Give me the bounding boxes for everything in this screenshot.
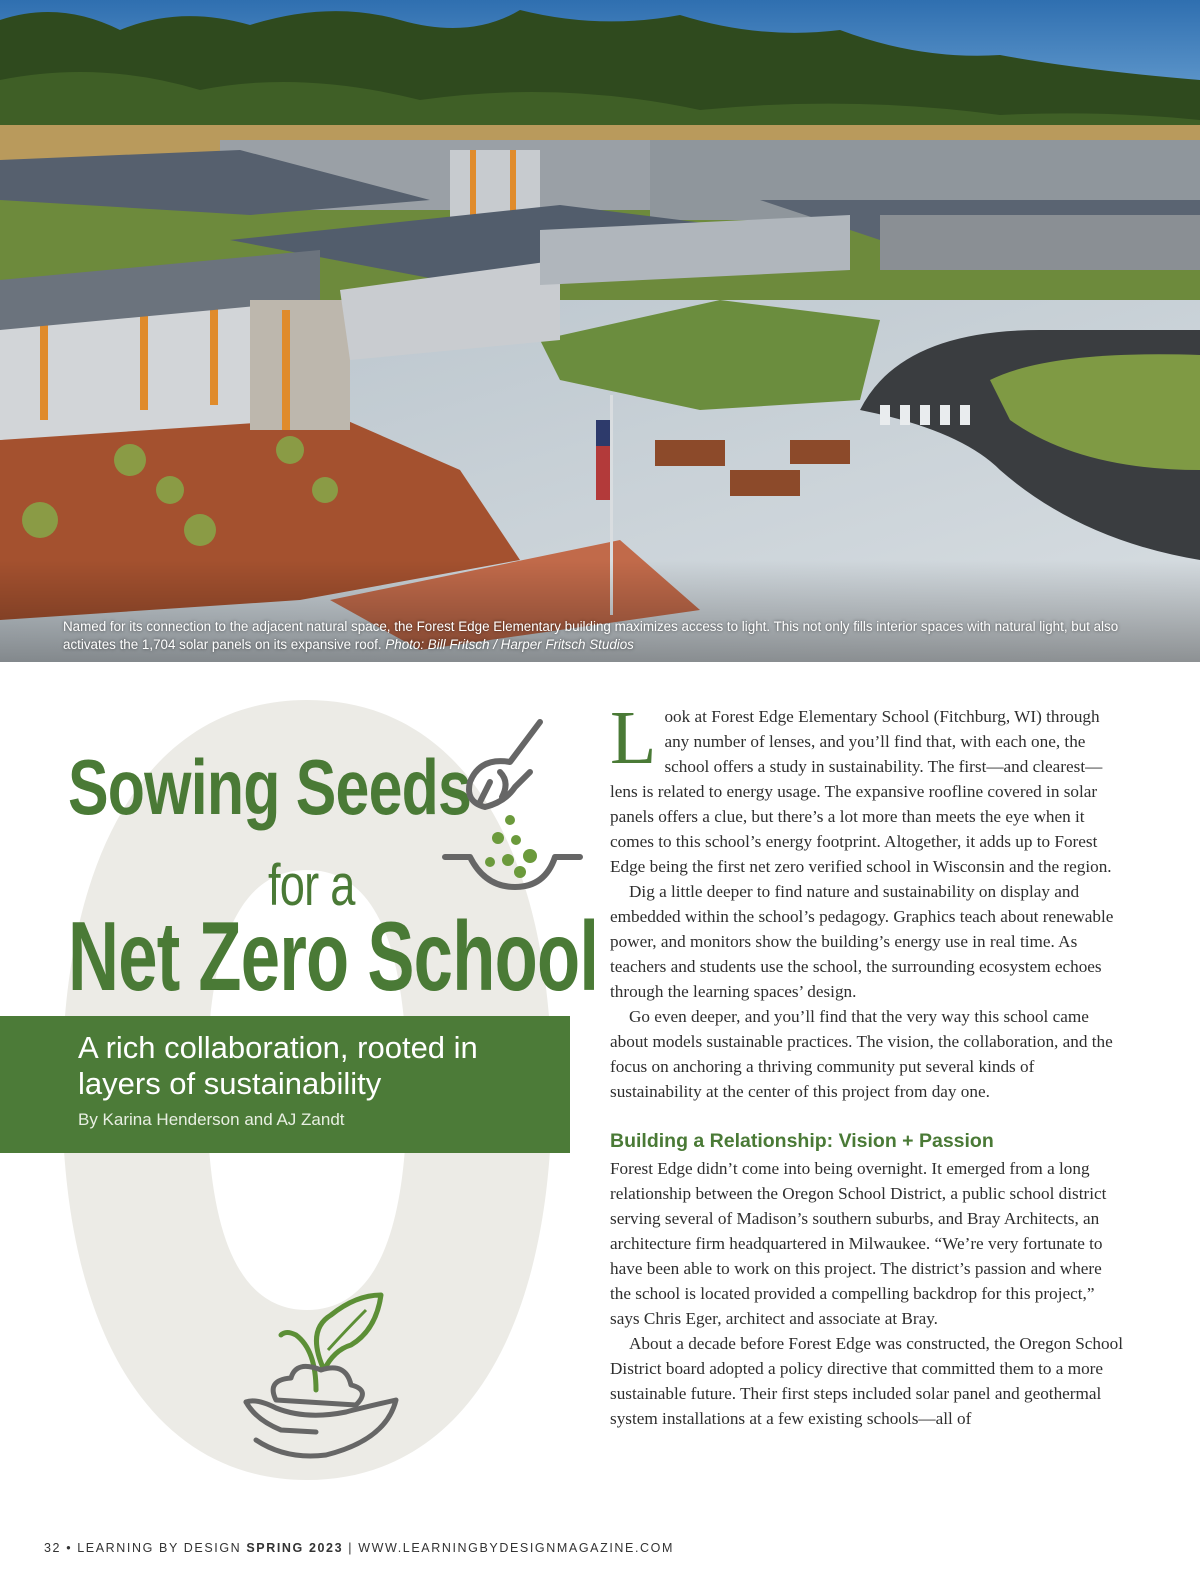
title-line-2: for a [268,853,355,918]
article-paragraph: Forest Edge didn’t come into being overnight. It emerged from a long relationship between the Oregon School District, a public school district serving several of Madison’s southern suburbs, and Bray Architects, an architecture firm headquartered in Milwaukee. “We’re very fortunate to have been able to work on this project. The district’s passion and where the school is located provided a compelling backdrop for this project,” says Chris Eger, architect and associate at Bray. [610,1159,1107,1328]
photo-caption [63,618,1133,654]
title-line-1: Sowing Seeds [68,743,472,831]
article-paragraph [610,696,1125,879]
footer-divider: | [348,1541,354,1555]
article-body [610,696,1125,1431]
paragraph-text: ook at Forest Edge Elementary School (Fitchburg, WI) through any number of lenses, and you’ll find that, with each one, the school offers a study in sustainability. The first—and clearest—lens is related to energy usage. The expansive roofline covered in solar panels offers a clue, but there’s a lot more than meets the eye when it comes to this school’s energy footprint. Altogether, it adds up to Forest Edge being the first net zero verified school in Wisconsin and the region. [610,707,1112,876]
title-line-3: Net Zero School [68,901,599,1011]
school-aerial-illustration [0,0,1200,662]
hero-photo [0,0,1200,662]
page-footer [44,1541,674,1555]
section-subhead: Building a Relationship: Vision + Passion [610,1130,994,1152]
article-paragraph: Go even deeper, and you’ll find that the very way this school came about models sustainable practices. The vision, the collaboration, and the focus on anchoring a thriving community put several kinds of sustainability at the center of this project from day one. [610,1007,1113,1101]
dek: A rich collaboration, rooted in layers of sustainability [78,1030,478,1101]
article-paragraph: Dig a little deeper to find nature and sustainability on display and embedded within the school’s pedagogy. Graphics teach about renewable power, and monitors show the building’s energy use in real time. As teachers and students use the school, the surrounding ecosystem echoes through the learning spaces’ design. [610,882,1114,1001]
footer-separator: • [66,1541,73,1555]
drop-cap: L [610,696,657,780]
photo-credit: Photo: Bill Fritsch / Harper Fritsch Studios [385,637,634,652]
page-number: 32 [44,1541,62,1555]
issue-label: SPRING 2023 [246,1541,344,1555]
article-paragraph: About a decade before Forest Edge was constructed, the Oregon School District board adopted a policy directive that committed them to a more sustainable future. Their first steps included solar panel and geothermal system installations at a few existing schools—all of [610,1334,1123,1428]
seed-hand-icon [440,712,585,897]
sprout-hand-icon [236,1290,411,1470]
magazine-name: LEARNING BY DESIGN [77,1541,242,1555]
byline: By Karina Henderson and AJ Zandt [78,1110,345,1129]
caption-text: Named for its connection to the adjacent natural space, the Forest Edge Elementary building maximizes access to light. This not only fills interior spaces with natural light, but also activates the 1,704 solar panels on its expansive roof. [63,619,1119,652]
magazine-url: WWW.LEARNINGBYDESIGNMAGAZINE.COM [358,1541,674,1555]
